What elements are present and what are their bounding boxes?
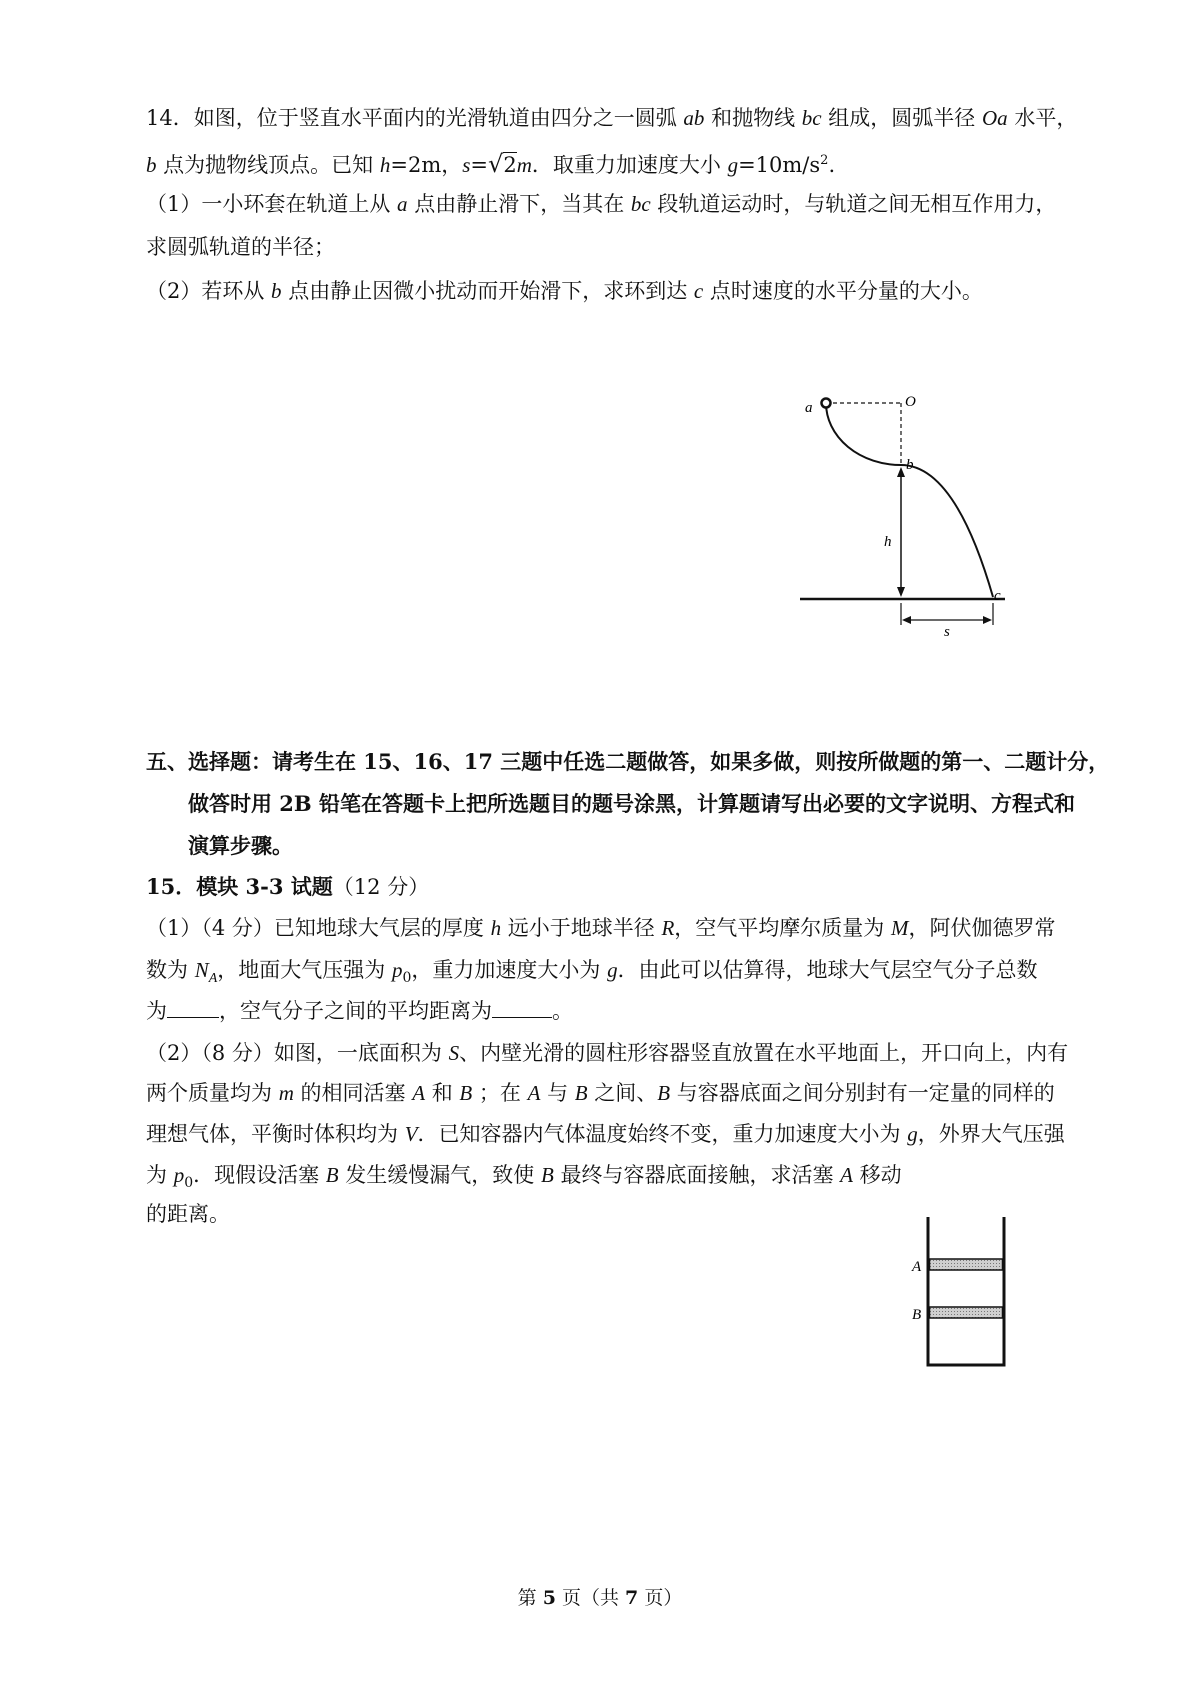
text: 点由静止滑下，当其在 xyxy=(407,192,631,216)
var-b: b xyxy=(271,279,282,303)
q15-part1-line-2 xyxy=(146,955,1038,994)
subscript: 0 xyxy=(402,970,412,987)
question-number: 14． xyxy=(146,106,194,130)
text: 和抛物线 xyxy=(704,106,802,130)
text: 点时速度的水平分量的大小。 xyxy=(703,279,983,303)
text: 页（共 xyxy=(555,1587,626,1609)
q15-part2-line-1 xyxy=(146,1038,1068,1068)
var-A: A xyxy=(527,1081,541,1105)
text: （1）（4 分）已知地球大气层的厚度 xyxy=(146,916,491,940)
quarter-circle-arc xyxy=(826,403,901,465)
q14-line-1 xyxy=(146,103,1077,133)
label-c: c xyxy=(994,588,1001,604)
text: ．由此可以估算得，地球大气层空气分子总数 xyxy=(617,958,1038,982)
text: 。 xyxy=(552,999,573,1023)
text: 与 xyxy=(540,1081,575,1105)
text: 水平， xyxy=(1007,106,1078,130)
var-B: B xyxy=(459,1081,473,1105)
text: ；在 xyxy=(472,1081,528,1105)
var-N: N xyxy=(194,958,209,982)
q15-part2-line-3 xyxy=(146,1119,1065,1149)
section5-line-2: 做答时用 2B 铅笔在答题卡上把所选题目的题号涂黑，计算题请写出必要的文字说明、方程式和 xyxy=(188,791,1075,816)
label-B: B xyxy=(912,1307,922,1323)
text: ．已知容器内气体温度始终不变，重力加速度大小为 xyxy=(417,1122,908,1146)
var-A: A xyxy=(412,1081,426,1105)
q15-part1-line-1 xyxy=(146,913,1055,943)
h-arrowhead-bottom xyxy=(897,587,905,597)
cylinder-diagram xyxy=(905,1210,1015,1375)
h-arrowhead-top xyxy=(897,467,905,477)
text: 与容器底面之间分别封有一定量的同样的 xyxy=(670,1081,1055,1105)
var-b: b xyxy=(146,153,157,177)
text: 的距离。 xyxy=(146,1202,230,1226)
module-name: 模块 3-3 试题 xyxy=(196,874,333,899)
subscript: A xyxy=(208,971,218,987)
superscript: 2 xyxy=(820,153,829,168)
text: ．取重力加速度大小 xyxy=(531,153,728,177)
subscript: 0 xyxy=(184,1175,194,1192)
var-M: M xyxy=(890,916,909,940)
var-p: p xyxy=(391,958,403,982)
var-B: B xyxy=(657,1081,671,1105)
text: 移动 xyxy=(853,1163,902,1187)
text: 之间、 xyxy=(587,1081,658,1105)
var-B: B xyxy=(540,1163,554,1187)
q14-part1-line-2 xyxy=(146,232,335,262)
var-A: A xyxy=(840,1163,853,1187)
label-h: h xyxy=(884,534,892,550)
s-arrowhead-right xyxy=(983,616,992,624)
var-Oa: Oa xyxy=(981,106,1008,130)
var-bc: bc xyxy=(630,192,651,216)
text: ，空气平均摩尔质量为 xyxy=(674,916,891,940)
sqrt-sign: √ xyxy=(488,150,504,178)
text: 最终与容器底面接触，求活塞 xyxy=(553,1163,841,1187)
text: =2m， xyxy=(390,153,463,177)
q14-line-2 xyxy=(146,146,835,180)
text: 和 xyxy=(425,1081,460,1105)
text: ，阿伏伽德罗常 xyxy=(908,916,1056,940)
text: 组成，圆弧半径 xyxy=(821,106,982,130)
var-g: g xyxy=(907,1122,918,1146)
text: ，空气分子之间的平均距离为 xyxy=(219,999,492,1023)
text: （2）若环从 xyxy=(146,279,272,303)
text: 段轨道运动时，与轨道之间无相互作用力， xyxy=(650,192,1057,216)
unit-m: m xyxy=(516,153,532,177)
var-B: B xyxy=(325,1163,339,1187)
label-s: s xyxy=(944,624,950,640)
text: 两个质量均为 xyxy=(146,1081,279,1105)
label-A: A xyxy=(912,1259,922,1275)
var-c: c xyxy=(693,279,704,303)
var-h: h xyxy=(379,153,391,177)
text: ，外界大气压强 xyxy=(917,1122,1065,1146)
text: 理想气体，平衡时体积均为 xyxy=(146,1122,405,1146)
text: 、内壁光滑的圆柱形容器竖直放置在水平地面上，开口向上，内有 xyxy=(459,1041,1069,1065)
text: ，重力加速度大小为 xyxy=(411,958,608,982)
q14-part2-line xyxy=(146,276,983,306)
parabola-curve xyxy=(901,465,993,597)
text: ，地面大气压强为 xyxy=(217,958,392,982)
var-g: g xyxy=(727,153,739,177)
q15-part2-line-4 xyxy=(146,1160,902,1198)
var-h: h xyxy=(490,916,502,940)
page-footer xyxy=(0,1583,1200,1610)
var-g: g xyxy=(607,958,618,982)
section5-line-3: 演算步骤。 xyxy=(188,833,293,858)
text: 为 xyxy=(146,1163,174,1187)
var-V: V xyxy=(404,1122,418,1146)
var-s: s xyxy=(462,153,471,177)
total-pages: 7 xyxy=(625,1587,639,1609)
text: 如图，位于竖直水平面内的光滑轨道由四分之一圆弧 xyxy=(193,106,684,130)
text: = xyxy=(470,153,489,177)
label-O: O xyxy=(905,394,916,410)
text: 为 xyxy=(146,999,167,1023)
var-R: R xyxy=(661,916,675,940)
container-walls xyxy=(928,1217,1004,1365)
text: 数为 xyxy=(146,958,195,982)
var-bc: bc xyxy=(801,106,822,130)
piston-A xyxy=(930,1259,1003,1270)
question-number: 15． xyxy=(146,874,197,899)
q15-title xyxy=(146,872,429,902)
ring-at-a xyxy=(822,399,831,408)
label-a: a xyxy=(805,400,813,416)
var-p: p xyxy=(173,1163,185,1187)
track-diagram xyxy=(790,385,1020,640)
s-arrowhead-left xyxy=(902,616,911,624)
var-m: m xyxy=(278,1081,294,1105)
text: . xyxy=(828,153,836,177)
text: =10m/s xyxy=(738,153,821,177)
text: （1）一小环套在轨道上从 xyxy=(146,192,398,216)
var-S: S xyxy=(448,1041,460,1065)
q15-part1-line-3 xyxy=(146,996,573,1026)
section5-line-1: 五、选择题：请考生在 15、16、17 三题中任选二题做答，如果多做，则按所做题的第一、二题计分， xyxy=(146,749,1110,774)
answer-blank-1[interactable] xyxy=(167,997,219,1018)
text: 点为抛物线顶点。已知 xyxy=(156,153,380,177)
var-a: a xyxy=(397,192,408,216)
var-B: B xyxy=(574,1081,588,1105)
label-b: b xyxy=(906,457,914,473)
q15-part2-line-5 xyxy=(146,1199,230,1229)
radicand: 2 xyxy=(503,153,517,177)
q14-part1-line-1 xyxy=(146,189,1056,219)
text: 的相同活塞 xyxy=(293,1081,413,1105)
text: 远小于地球半径 xyxy=(501,916,662,940)
text: 第 xyxy=(517,1587,543,1609)
page-number: 5 xyxy=(542,1587,556,1609)
text: 页） xyxy=(638,1587,683,1609)
text: 点由静止因微小扰动而开始滑下，求环到达 xyxy=(281,279,694,303)
piston-B xyxy=(930,1307,1003,1318)
q15-part2-line-2 xyxy=(146,1078,1055,1108)
answer-blank-2[interactable] xyxy=(492,997,552,1018)
var-ab: ab xyxy=(683,106,705,130)
text: （2）（8 分）如图，一底面积为 xyxy=(146,1041,449,1065)
text: 发生缓慢漏气，致使 xyxy=(338,1163,541,1187)
score: （12 分） xyxy=(332,875,430,899)
text: 求圆弧轨道的半径； xyxy=(146,235,335,259)
text: ．现假设活塞 xyxy=(193,1163,326,1187)
